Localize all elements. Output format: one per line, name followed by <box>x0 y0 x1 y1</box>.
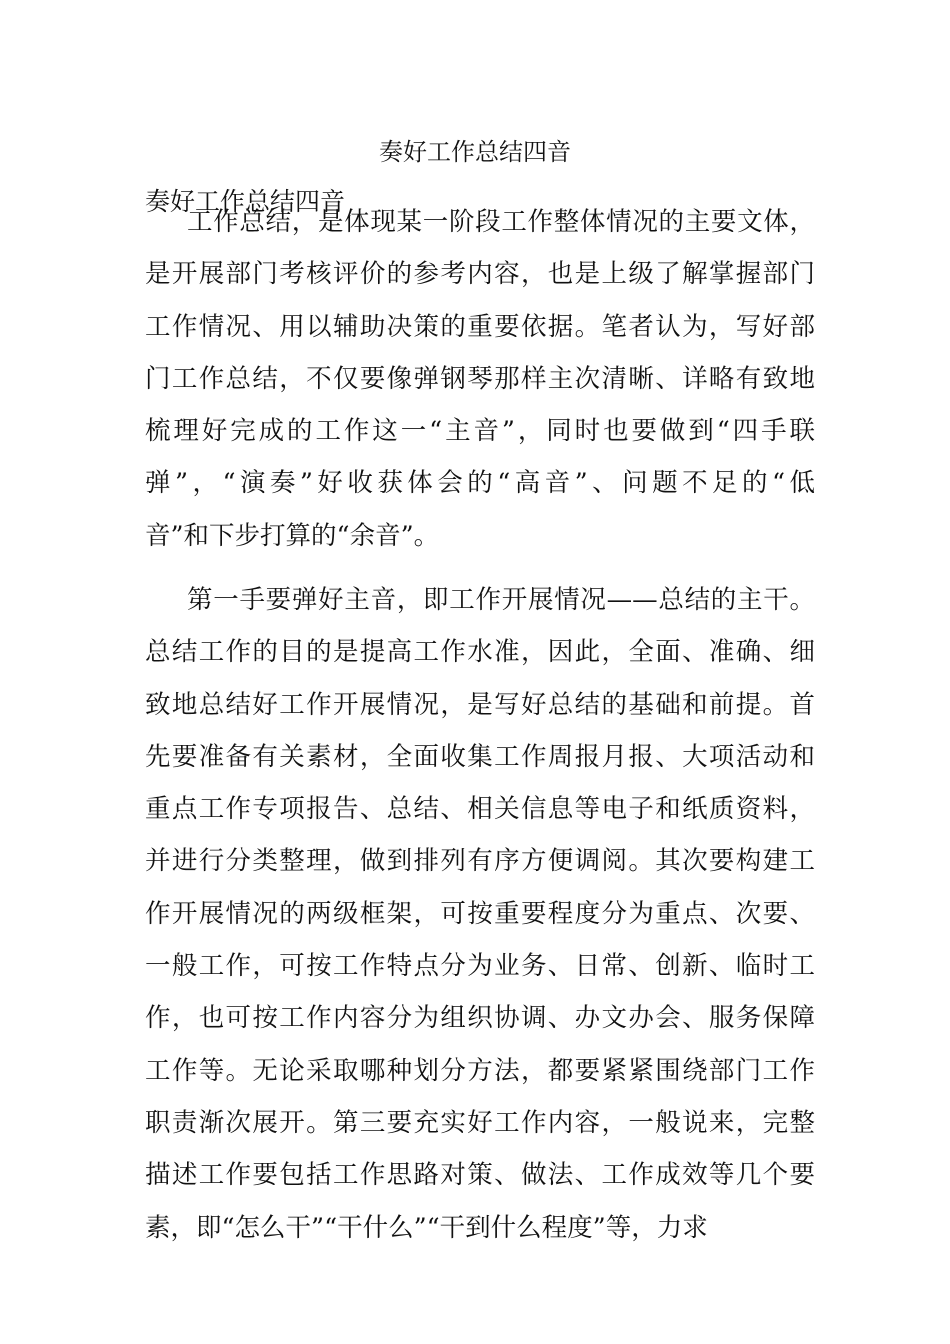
text-line: 并进行分类整理，做到排列有序方便调阅。其次要构建工 <box>145 846 815 877</box>
text-line: 门工作总结，不仅要像弹钢琴那样主次清晰、详略有致地 <box>145 363 815 394</box>
text-line: 素，即“怎么干”“干什么”“干到什么程度”等，力求 <box>145 1212 708 1243</box>
paragraph-intro <box>145 196 815 562</box>
text-line: 一般工作，可按工作特点分为业务、日常、创新、临时工 <box>145 951 815 982</box>
text-line: 弹”，“演奏”好收获体会的“高音”、问题不足的“低 <box>145 468 815 499</box>
text-line: 致地总结好工作开展情况，是写好总结的基础和前提。首 <box>145 689 815 720</box>
text-line: 总结工作的目的是提高工作水准，因此，全面、准确、细 <box>145 637 815 668</box>
paragraph-first-hand <box>145 574 815 1254</box>
text-line: 职责渐次展开。第三要充实好工作内容，一般说来，完整 <box>145 1107 815 1138</box>
text-line: 先要准备有关素材，全面收集工作周报月报、大项活动和 <box>145 741 815 772</box>
text-line: 梳理好完成的工作这一“主音”，同时也要做到“四手联 <box>145 416 815 447</box>
text-line: 工作等。无论采取哪种划分方法，都要紧紧围绕部门工作 <box>145 1055 815 1086</box>
text-line: 重点工作专项报告、总结、相关信息等电子和纸质资料， <box>145 794 815 825</box>
text-line: 工作总结，是体现某一阶段工作整体情况的主要文体， <box>187 207 815 237</box>
text-line: 工作情况、用以辅助决策的重要依据。笔者认为，写好部 <box>145 311 815 342</box>
document-title: 奏好工作总结四音 <box>379 138 571 166</box>
text-line: 是开展部门考核评价的参考内容，也是上级了解掌握部门 <box>145 259 815 290</box>
text-line: 描述工作要包括工作思路对策、做法、工作成效等几个要 <box>145 1160 815 1191</box>
text-line: 作，也可按工作内容分为组织协调、办文办会、服务保障 <box>145 1003 815 1034</box>
text-line: 音”和下步打算的“余音”。 <box>145 520 440 551</box>
text-line: 第一手要弹好主音，即工作开展情况——总结的主干。 <box>187 585 815 615</box>
document-subtitle: 奏好工作总结四音 <box>145 187 346 216</box>
text-line: 作开展情况的两级框架，可按重要程度分为重点、次要、 <box>145 898 815 929</box>
